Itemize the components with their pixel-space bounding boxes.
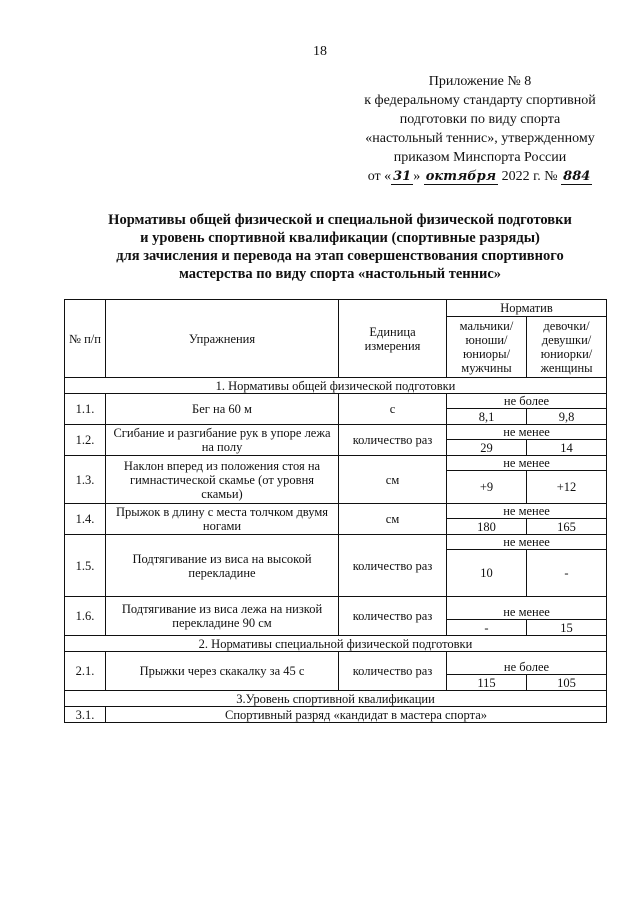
row-girls-value: 105 [527,675,607,691]
table-row [65,504,607,519]
row-qualifier: не более [447,394,607,409]
table-row [65,535,607,550]
row-boys-value: 29 [447,440,527,456]
date-prefix: от « [367,169,392,184]
header-norm: Норматив [447,300,607,317]
title-line: и уровень спортивной квалификации (спортивные разряды) [140,230,540,246]
row-exercise: Подтягивание из виса лежа на низкой перекладине 90 см [106,597,339,636]
order-number: 884 [563,169,591,184]
title-line: мастерства по виду спорта «настольный теннис» [178,266,502,282]
row-num: 1.5. [65,535,106,597]
row-exercise: Сгибание и разгибание рук в упоре лежа на полу [106,425,339,456]
order-month: октября [425,169,497,184]
row-unit: см [339,456,447,504]
section-title: 2. Нормативы специальной физической подготовки [65,636,607,652]
section-title: 3.Уровень спортивной квалификации [65,691,607,707]
row-girls-value: 9,8 [527,409,607,425]
table-row [65,394,607,409]
row-num: 2.1. [65,652,106,691]
header-exercise: Упражнения [106,300,339,378]
row-unit: количество раз [339,425,447,456]
row-boys-value: 8,1 [447,409,527,425]
row-boys-value: 115 [447,675,527,691]
row-girls-value: 15 [527,620,607,636]
table-row [65,456,607,471]
row-num: 1.3. [65,456,106,504]
row-num: 1.2. [65,425,106,456]
row-unit: количество раз [339,652,447,691]
appendix-line: приказом Минспорта России [393,150,567,165]
order-date-line [330,167,630,186]
row-unit: количество раз [339,597,447,636]
row-num: 1.6. [65,597,106,636]
row-girls-value: 14 [527,440,607,456]
page-number: 18 [313,44,327,59]
row-num: 3.1. [65,707,106,723]
title-line: для зачисления и перевода на этап совершенствования спортивного [116,248,564,264]
row-qualifier: не менее [447,605,607,620]
table-row [65,652,607,661]
row-boys-value: 10 [447,550,527,597]
header-unit: Единица измерения [339,300,447,378]
row-qualifier: не менее [447,456,607,471]
row-exercise: Бег на 60 м [106,394,339,425]
appendix-line: Приложение № 8 [428,74,532,89]
row-exercise: Прыжки через скакалку за 45 с [106,652,339,691]
row-qualifier: не более [447,660,607,675]
table-row [65,425,607,440]
date-mid: » [413,169,421,184]
appendix-block [330,72,630,186]
row-unit: см [339,504,447,535]
appendix-line: к федеральному стандарту спортивной [364,93,596,108]
row-boys-value: - [447,620,527,636]
row-num: 1.4. [65,504,106,535]
document-title [80,211,600,283]
row-num: 1.1. [65,394,106,425]
row-unit: с [339,394,447,425]
row-exercise: Прыжок в длину с места толчком двумя ногами [106,504,339,535]
row-exercise: Спортивный разряд «кандидат в мастера спорта» [106,707,607,723]
row-qualifier: не менее [447,504,607,519]
row-girls-value: - [527,550,607,597]
row-girls-value: +12 [527,471,607,504]
row-boys-value: 180 [447,519,527,535]
header-num: № п/п [65,300,106,378]
row-qualifier: не менее [447,535,607,550]
row-boys-value: +9 [447,471,527,504]
row-unit: количество раз [339,535,447,597]
table-row [65,707,607,723]
title-line: Нормативы общей физической и специальной физической подготовки [108,212,572,228]
header-boys: мальчики/ юноши/ юниоры/ мужчины [447,317,527,378]
row-exercise: Наклон вперед из положения стоя на гимнастической скамье (от уровня скамьи) [106,456,339,504]
appendix-line: подготовки по виду спорта [399,112,561,127]
row-spacer [447,652,607,661]
section-title: 1. Нормативы общей физической подготовки [65,378,607,394]
header-girls: девочки/ девушки/ юниорки/ женщины [527,317,607,378]
order-year: 2022 г. № [501,169,558,184]
row-spacer [447,597,607,606]
appendix-line: «настольный теннис», утвержденному [365,131,595,146]
row-qualifier: не менее [447,425,607,440]
order-day: 31 [393,169,412,184]
row-exercise: Подтягивание из виса на высокой перекладине [106,535,339,597]
row-girls-value: 165 [527,519,607,535]
table-row [65,597,607,606]
norms-table [64,299,607,723]
